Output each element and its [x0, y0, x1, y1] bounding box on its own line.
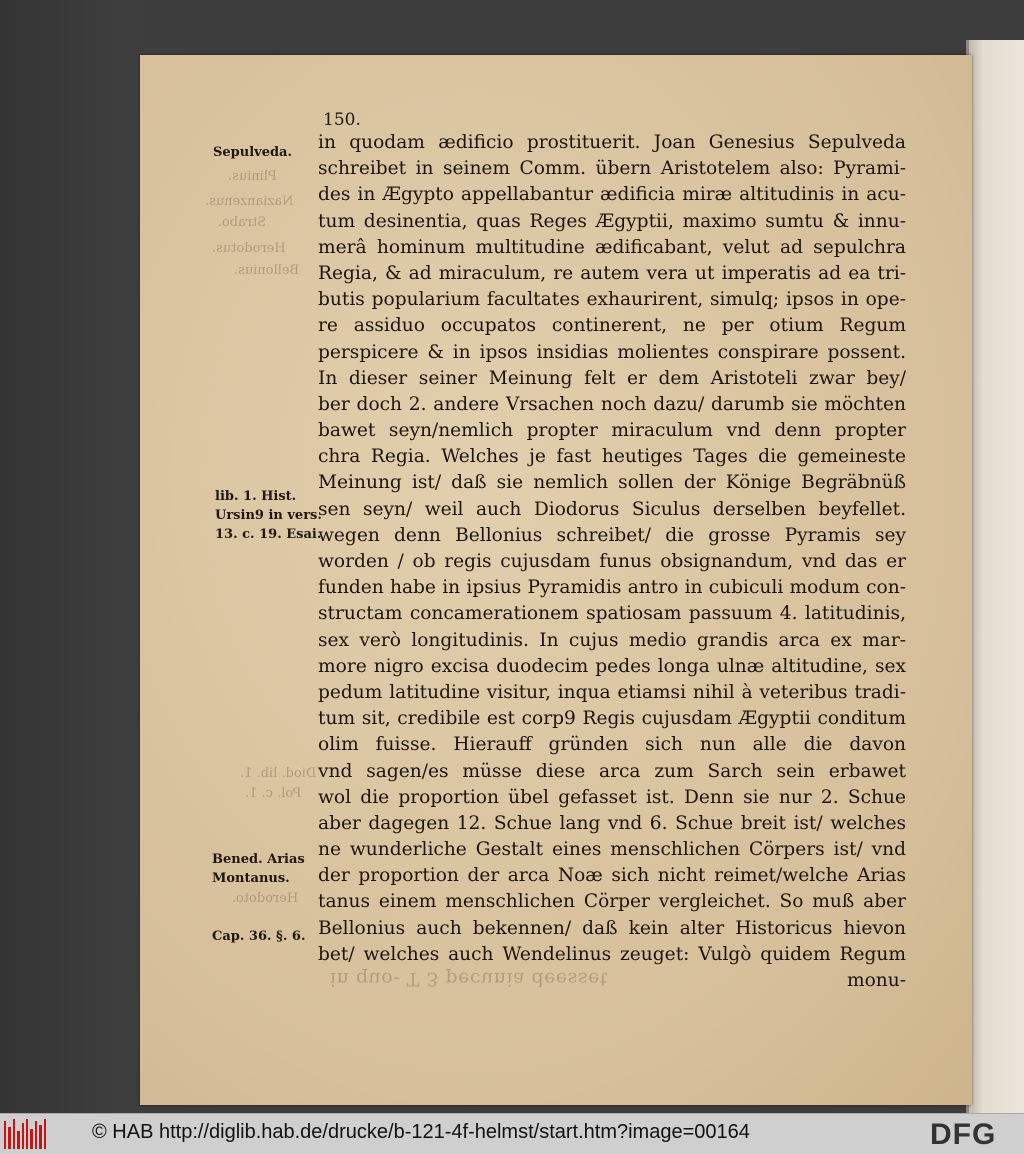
- text-line: Meinung ist/ daß sie nemlich sollen der Könige Begräbnüß: [318, 472, 906, 494]
- margin-note-ursin: Ursin9 in vers.: [215, 508, 322, 523]
- margin-note-bened: Bened. Arias: [212, 852, 305, 867]
- text-line: ber doch 2. andere Vrsachen noch dazu/ darumb sie möchten: [318, 393, 906, 415]
- show-through-text: in quo- T 3 pecunia deesset: [330, 968, 608, 990]
- ghost-note: Pol. c. 1.: [245, 786, 302, 801]
- ghost-note: Herodotus.: [212, 241, 286, 256]
- text-line: olim fuisse. Hierauff gründen sich nun alle die davon: [318, 734, 906, 756]
- text-line: more nigro excisa duodecim pedes longa ulnæ altitudine, sex: [318, 655, 906, 677]
- scan-background: [0, 0, 140, 1113]
- margin-note-lib: lib. 1. Hist.: [215, 489, 297, 504]
- facing-page-edge: [966, 40, 1024, 1113]
- text-line: chra Regia. Welches je fast heutiges Tages die gemeineste: [318, 446, 906, 468]
- text-line: in quodam ædificio prostituerit. Joan Genesius Sepulveda: [318, 132, 906, 153]
- text-line: tum sit, credibile est corp9 Regis cujusdam Ægyptii conditum: [318, 708, 906, 730]
- text-line: ne wunderliche Gestalt eines menschlichen Cörpers ist/ vnd: [318, 839, 906, 861]
- text-line: wegen denn Bellonius schreibet/ die grosse Pyramis sey: [318, 524, 906, 546]
- text-line: funden habe in ipsius Pyramidis antro in cubiculi modum con-: [318, 577, 906, 599]
- text-line: schreibet in seinem Comm. übern Aristotelem also: Pyrami-: [318, 158, 906, 180]
- margin-note-cap13: 13. c. 19. Esai.: [215, 527, 322, 542]
- text-line: merâ hominum multitudine ædificabant, velut ad sepulchra: [318, 236, 906, 258]
- margin-note-montanus: Montanus.: [212, 871, 290, 886]
- text-line: In dieser seiner Meinung felt er dem Aristoteli zwar bey/: [318, 367, 906, 389]
- ghost-note: Herodoto.: [232, 891, 299, 906]
- text-line: tanus einem menschlichen Cörper vergleichet. So muß aber: [318, 891, 906, 913]
- text-line: re assiduo occupatos continerent, ne per otium Regum: [318, 315, 906, 337]
- margin-note-sepulveda: Sepulveda.: [213, 145, 293, 160]
- text-line: worden / ob regis cujusdam funus obsignandum, vnd das er: [318, 551, 906, 572]
- text-line: Bellonius auch bekennen/ daß kein alter Historicus hievon: [318, 917, 906, 939]
- text-line: wol die proportion übel gefasset ist. Denn sie nur 2. Schue: [318, 786, 906, 808]
- text-line: structam concamerationem spatiosam passuum 4. latitudinis,: [318, 603, 906, 625]
- ghost-note: Strabo.: [218, 215, 267, 230]
- text-line: des in Ægypto appellabantur ædificia miræ altitudinis in acu-: [318, 184, 906, 206]
- ghost-note: Diod. lib. 1.: [240, 766, 317, 781]
- text-line: aber dagegen 12. Schue lang vnd 6. Schue breit ist/ welches: [318, 812, 906, 834]
- text-line: Regia, & ad miraculum, re autem vera ut imperatis ad ea tri-: [318, 262, 906, 284]
- viewer-footer: [0, 1113, 1024, 1154]
- dfg-logo: DFG: [930, 1118, 997, 1151]
- text-line: perspicere & in ipsos insidias molientes conspirare possent.: [318, 341, 906, 363]
- text-line: bawet seyn/nemlich propter miraculum vnd denn propter: [318, 420, 906, 442]
- ghost-note: Plinius.: [228, 169, 277, 184]
- text-line: der proportion der arca Noæ sich nicht reimet/welche Arias: [318, 865, 906, 887]
- text-line: vnd sagen/es müsse diese arca zum Sarch sein erbawet: [318, 760, 906, 782]
- hab-logo-icon: [4, 1119, 46, 1149]
- text-line: sen seyn/ weil auch Diodorus Siculus derselben beyfellet.: [318, 498, 906, 520]
- copyright-url[interactable]: © HAB http://diglib.hab.de/drucke/b-121-4f-helmst/start.htm?image=00164: [92, 1121, 750, 1143]
- text-line: tum desinentia, quas Reges Ægyptii, maximo sumtu & innu-: [318, 210, 906, 232]
- ghost-note: Bellonius.: [234, 263, 300, 278]
- main-text: [318, 130, 906, 994]
- page-number: 150.: [323, 110, 361, 130]
- text-line: pedum latitudine visitur, inqua etiamsi nihil à veteribus tradi-: [318, 681, 906, 703]
- margin-note-cap36: Cap. 36. §. 6.: [212, 929, 306, 944]
- text-line: butis popularium facultates exhaurirent, simulq; ipsos in ope-: [318, 289, 906, 311]
- text-line: sex verò longitudinis. In cujus medio grandis arca ex mar-: [318, 629, 906, 651]
- text-line: bet/ welches auch Wendelinus zeuget: Vulgò quidem Regum: [318, 943, 906, 965]
- catchword: monu-: [846, 970, 906, 991]
- ghost-note: Nazianzenus.: [205, 194, 294, 209]
